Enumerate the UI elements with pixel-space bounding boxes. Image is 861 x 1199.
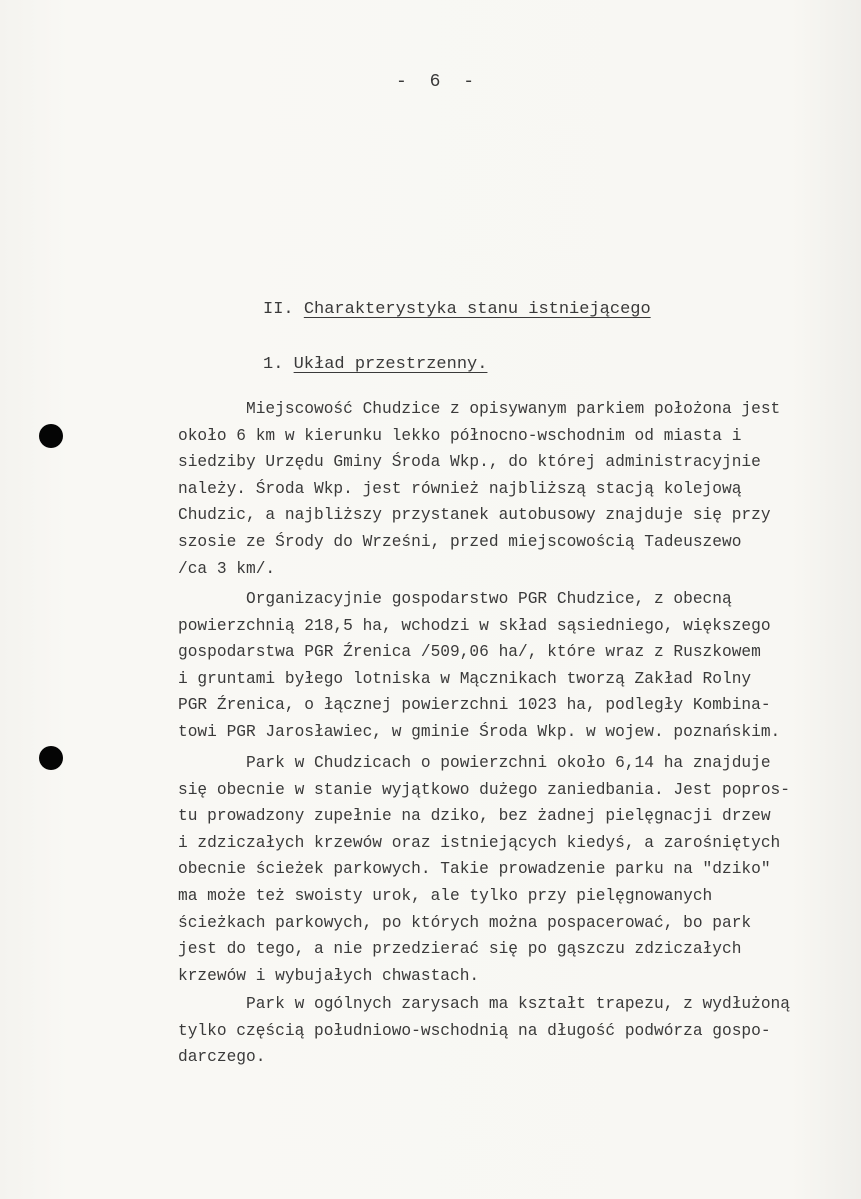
punch-hole <box>39 424 63 448</box>
text-line: szosie ze Środy do Wrześni, przed miejscowością Tadeuszewo <box>178 532 742 551</box>
paragraph-organization <box>178 586 838 746</box>
text-line: krzewów i wybujałych chwastach. <box>178 966 480 985</box>
text-line: należy. Środa Wkp. jest również najbliższą stacją kolejową <box>178 479 742 498</box>
section-title: Charakterystyka stanu istniejącego <box>303 300 651 319</box>
text-line: jest do tego, a nie przedzierać się po gąszczu zdziczałych <box>178 940 742 959</box>
page-number: - 6 - <box>396 72 481 92</box>
paragraph-location <box>178 396 838 582</box>
section-numeral: II. <box>263 300 294 319</box>
text-line: i gruntami byłego lotniska w Mącznikach tworzą Zakład Rolny <box>178 669 752 688</box>
paragraph-park-shape <box>178 991 838 1071</box>
text-line: się obecnie w stanie wyjątkowo dużego zaniedbania. Jest popros- <box>178 780 790 799</box>
subsection-title: Układ przestrzenny. <box>293 355 488 374</box>
paragraph-park-condition <box>178 750 838 989</box>
text-line: i zdziczałych krzewów oraz istniejących kiedyś, a zarośniętych <box>178 833 781 852</box>
text-line: darczego. <box>178 1048 266 1067</box>
text-line: Park w ogólnych zarysach ma kształt trapezu, z wydłużoną <box>178 995 790 1013</box>
subsection-number: 1. <box>263 355 284 374</box>
punch-hole <box>39 746 63 770</box>
text-line: siedziby Urzędu Gminy Środa Wkp., do której administracyjnie <box>178 453 761 472</box>
text-line: Park w Chudzicach o powierzchni około 6,14 ha znajduje <box>178 754 771 772</box>
text-line: towi PGR Jarosławiec, w gminie Środa Wkp. w wojew. poznańskim. <box>178 722 781 741</box>
section-heading <box>263 300 651 319</box>
text-line: powierzchnią 218,5 ha, wchodzi w skład sąsiedniego, większego <box>178 616 771 635</box>
text-line: ścieżkach parkowych, po których można pospacerować, bo park <box>178 913 752 932</box>
subsection-heading <box>263 355 487 374</box>
text-line: Organizacyjnie gospodarstwo PGR Chudzice, z obecną <box>178 590 732 608</box>
text-line: około 6 km w kierunku lekko północno-wschodnim od miasta i <box>178 426 742 445</box>
text-line: tylko częścią południowo-wschodnią na długość podwórza gospo- <box>178 1021 771 1040</box>
text-line: tu prowadzony zupełnie na dziko, bez żadnej pielęgnacji drzew <box>178 807 771 826</box>
text-line: /ca 3 km/. <box>178 559 276 578</box>
text-line: Chudzic, a najbliższy przystanek autobusowy znajduje się przy <box>178 506 771 525</box>
text-line: obecnie ścieżek parkowych. Takie prowadzenie parku na "dziko" <box>178 860 771 879</box>
text-line: ma może też swoisty urok, ale tylko przy pielęgnowanych <box>178 886 713 905</box>
text-line: gospodarstwa PGR Źrenica /509,06 ha/, które wraz z Ruszkowem <box>178 643 761 662</box>
text-line: Miejscowość Chudzice z opisywanym parkiem położona jest <box>178 400 781 418</box>
text-line: PGR Źrenica, o łącznej powierzchni 1023 ha, podległy Kombina- <box>178 696 771 715</box>
